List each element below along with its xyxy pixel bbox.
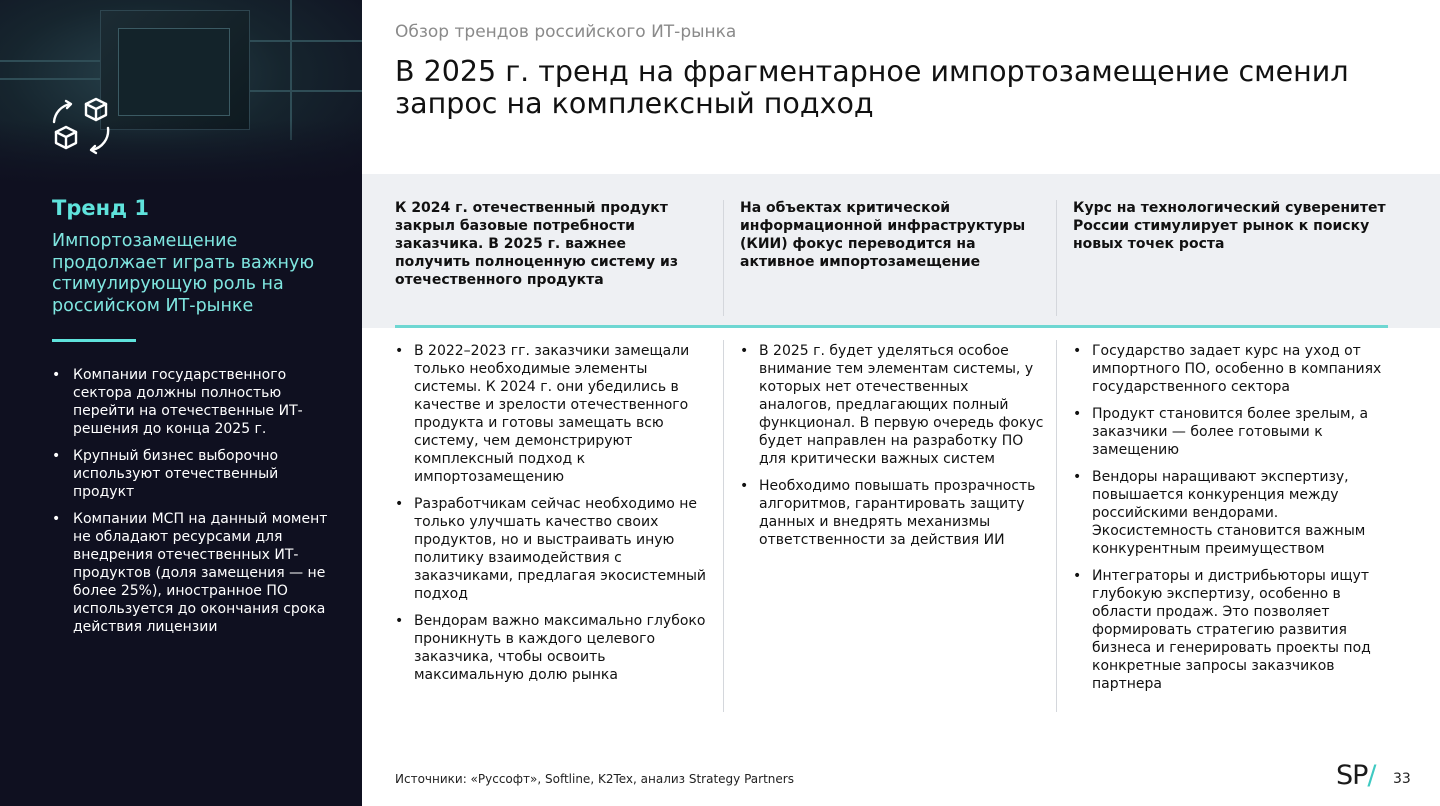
column-3-heading: Курс на технологический суверенитет России стимулирует рынок к поиску новых точек роста: [1073, 200, 1386, 252]
list-item: • Крупный бизнес выборочно используют отечественный продукт: [52, 447, 332, 501]
circuit-trace: [0, 60, 100, 62]
circuit-trace: [0, 78, 100, 80]
circuit-trace: [250, 90, 362, 92]
trend-label: Тренд 1: [52, 196, 149, 220]
circuit-trace: [290, 0, 292, 140]
accent-line: [395, 325, 1388, 328]
list-item: • Компании государственного сектора должны полностью перейти на отечественные ИТ-решения до конца 2025 г.: [52, 366, 332, 438]
list-item: • Вендоры наращивают экспертизу, повышается конкуренция между российскими вендорами. Экосистемность становится важным конкурентным преимуществом: [1073, 468, 1398, 558]
list-item: • Разработчикам сейчас необходимо не только улучшать качество своих продуктов, но и выстраивать иную политику взаимодействия с заказчиками, предлагая экосистемный подход: [395, 495, 713, 603]
column-divider: [1056, 200, 1057, 316]
logo-slash: /: [1367, 760, 1376, 791]
sources-footnote: Источники: «Руссофт», Softline, K2Tex, анализ Strategy Partners: [395, 772, 794, 786]
list-item: • В 2025 г. будет уделяться особое внимание тем элементам системы, у которых нет отечественных аналогов, предлагающих полный функционал. В первую очередь фокус будет направлен на разработку ПО для критически важных систем: [740, 342, 1045, 468]
page-title: В 2025 г. тренд на фрагментарное импортозамещение сменил запрос на комплексный подход: [395, 55, 1349, 120]
list-item: • Компании МСП на данный момент не обладают ресурсами для внедрения отечественных ИТ-продуктов (доля замещения — не более 25%), иностранное ПО используется до окончания срока действия лицензии: [52, 510, 332, 636]
sidebar-divider: [52, 339, 136, 342]
section-supertitle: Обзор трендов российского ИТ-рынка: [395, 22, 737, 42]
import-substitution-cycle-icon: [50, 96, 114, 160]
trend-subtitle: Импортозамещение продолжает играть важную стимулирующую роль на российском ИТ-рынке: [52, 231, 315, 316]
list-item: • Вендорам важно максимально глубоко проникнуть в каждого целевого заказчика, чтобы освоить максимальную долю рынка: [395, 612, 713, 684]
column-1-heading: К 2024 г. отечественный продукт закрыл базовые потребности заказчика. В 2025 г. важнее получить полноценную систему из отечественного продукта: [395, 200, 679, 288]
column-1-list: [395, 342, 713, 693]
list-item: • Необходимо повышать прозрачность алгоритмов, гарантировать защиту данных и внедрять механизмы ответственности за действия ИИ: [740, 477, 1045, 549]
circuit-board-image: [0, 0, 362, 186]
column-divider: [1056, 340, 1057, 712]
list-item: • Продукт становится более зрелым, а заказчики — более готовыми к замещению: [1073, 405, 1398, 459]
column-divider: [723, 200, 724, 316]
list-item: • В 2022–2023 гг. заказчики замещали только необходимые элементы системы. К 2024 г. они убедились в качестве и зрелости отечественного продукта и готовы замещать всю систему, чем демонстрируют комплексный подход к импортозамещению: [395, 342, 713, 486]
column-2-list: [740, 342, 1045, 558]
column-2-heading: На объектах критической информационной инфраструктуры (КИИ) фокус переводится на активное импортозамещение: [740, 200, 1026, 270]
sidebar-bullet-list: [52, 366, 332, 645]
column-divider: [723, 340, 724, 712]
circuit-trace: [250, 40, 362, 42]
list-item: • Государство задает курс на уход от импортного ПО, особенно в компаниях государственного сектора: [1073, 342, 1398, 396]
logo-text: SP: [1336, 760, 1368, 791]
chip-core-graphic: [118, 28, 230, 116]
strategy-partners-logo: [1336, 760, 1376, 791]
column-3-list: [1073, 342, 1398, 702]
sidebar-panel: [0, 0, 362, 806]
list-item: • Интеграторы и дистрибьюторы ищут глубокую экспертизу, особенно в области продаж. Это позволяет формировать стратегию развития бизнеса и генерировать проекты под конкретные запросы заказчиков партнера: [1073, 567, 1398, 693]
page-number: 33: [1393, 771, 1411, 787]
